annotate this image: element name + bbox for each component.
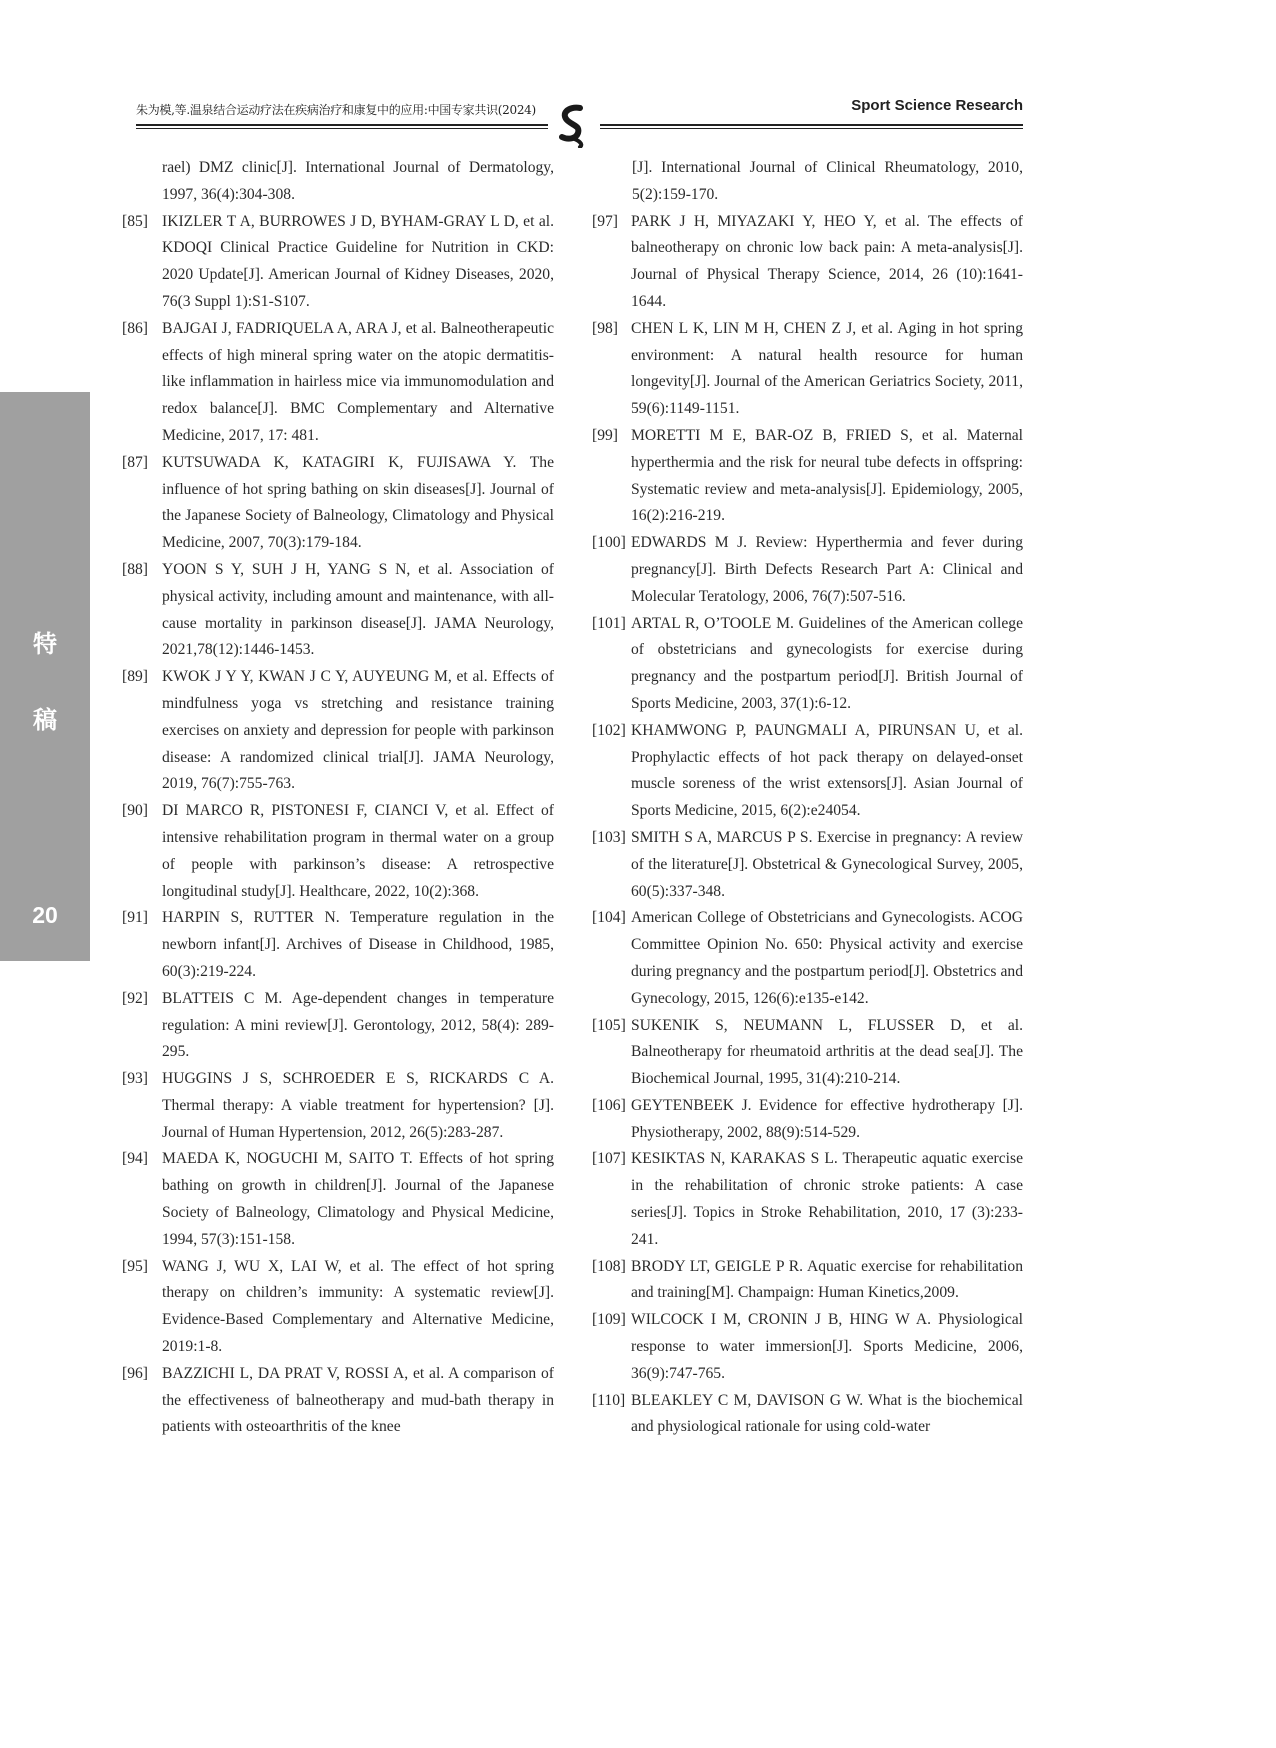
reference-text: BAJGAI J, FADRIQUELA A, ARA J, et al. Balneotherapeutic effects of high mineral spring water on the atopic dermatitis-like inflammation in hairless mice via immunomodulation and redox balance[J]. BMC Complementary and Alternative Medicine, 2017, 17: 481. — [162, 319, 554, 444]
reference-number: [100] — [592, 534, 626, 552]
reference-text: IKIZLER T A, BURROWES J D, BYHAM-GRAY L D, et al. KDOQI Clinical Practice Guideline for Nutrition in CKD: 2020 Update[J]. American Journal of Kidney Diseases, 2020, 76(3 Suppl 1):S1-S107. — [162, 212, 554, 310]
reference-number: [105] — [592, 1016, 626, 1034]
reference-text: GEYTENBEEK J. Evidence for effective hydrotherapy [J]. Physiotherapy, 2002, 88(9):514-529. — [631, 1096, 1023, 1141]
side-section-tab — [0, 392, 90, 961]
journal-title: Sport Science Research — [851, 97, 1023, 114]
reference-number: [97] — [592, 212, 618, 230]
reference-number: [91] — [122, 909, 148, 927]
reference-number: [98] — [592, 319, 618, 337]
reference-number: [94] — [122, 1150, 148, 1168]
side-tab-char-2: 稿 — [33, 706, 57, 734]
reference-text: WILCOCK I M, CRONIN J B, HING W A. Physiological response to water immersion[J]. Sports Medicine, 2006, 36(9):747-765. — [631, 1311, 1023, 1382]
reference-number: [90] — [122, 802, 148, 820]
reference-item — [122, 557, 554, 664]
header-rule-left — [136, 124, 548, 126]
reference-text: EDWARDS M J. Review: Hyperthermia and fever during pregnancy[J]. Birth Defects Research Part A: Clinical and Molecular Teratology, 2006, 76(7):507-516. — [631, 534, 1023, 605]
reference-text: BLEAKLEY C M, DAVISON G W. What is the biochemical and physiological rationale for using cold-water — [631, 1391, 1023, 1436]
reference-number: [93] — [122, 1070, 148, 1088]
reference-text: SUKENIK S, NEUMANN L, FLUSSER D, et al. Balneotherapy for rheumatoid arthritis at the dead sea[J]. The Biochemical Journal, 1995, 31(4):210-214. — [631, 1016, 1023, 1088]
reference-item — [592, 423, 1023, 530]
reference-item — [592, 1093, 1023, 1147]
reference-text: BRODY LT, GEIGLE P R. Aquatic exercise for rehabilitation and training[M]. Champaign: Human Kinetics,2009. — [631, 1257, 1023, 1302]
reference-text: KHAMWONG P, PAUNGMALI A, PIRUNSAN U, et al. Prophylactic effects of hot pack therapy on delayed-onset muscle soreness of the wrist extensors[J]. Asian Journal of Sports Medicine, 2015, 6(2):e24054. — [631, 721, 1023, 820]
reference-number: [95] — [122, 1257, 148, 1275]
reference-item — [122, 1254, 554, 1361]
reference-number: [104] — [592, 909, 626, 927]
running-header-left: 朱为模,等.温泉结合运动疗法在疾病治疗和康复中的应用:中国专家共识(2024) — [136, 103, 536, 117]
reference-column-right — [592, 155, 1023, 1441]
reference-number: [102] — [592, 721, 626, 739]
reference-item — [592, 209, 1023, 316]
reference-number: [92] — [122, 989, 148, 1007]
reference-text: HARPIN S, RUTTER N. Temperature regulation in the newborn infant[J]. Archives of Disease in Childhood, 1985, 60(3):219-224. — [162, 909, 554, 980]
reference-item — [122, 986, 554, 1066]
reference-item — [592, 530, 1023, 610]
reference-continuation: [J]. International Journal of Clinical Rheumatology, 2010, 5(2):159-170. — [632, 159, 1023, 203]
reference-item — [592, 1254, 1023, 1308]
reference-item — [592, 825, 1023, 905]
reference-item — [592, 611, 1023, 718]
header-rule-right — [600, 124, 1023, 126]
reference-number: [103] — [592, 828, 626, 846]
reference-text: BLATTEIS C M. Age-dependent changes in temperature regulation: A mini review[J]. Gerontology, 2012, 58(4): 289-295. — [162, 989, 554, 1061]
page-number: 20 — [32, 902, 58, 928]
reference-number: [110] — [592, 1391, 626, 1409]
reference-item — [592, 316, 1023, 423]
reference-item — [592, 1146, 1023, 1253]
reference-item — [592, 1388, 1023, 1442]
reference-list-right — [592, 209, 1023, 1442]
header-rule-right-thin — [600, 128, 1023, 129]
reference-text: HUGGINS J S, SCHROEDER E S, RICKARDS C A. Thermal therapy: A viable treatment for hypertension? [J]. Journal of Human Hypertension, 2012, 26(5):283-287. — [162, 1070, 554, 1141]
reference-item — [122, 450, 554, 557]
side-tab-char-1: 特 — [33, 630, 57, 658]
reference-item — [122, 209, 554, 316]
reference-item — [122, 798, 554, 905]
reference-number: [107] — [592, 1150, 626, 1168]
reference-number: [99] — [592, 426, 618, 444]
reference-item — [122, 1146, 554, 1253]
reference-number: [106] — [592, 1096, 626, 1114]
reference-text: American College of Obstetricians and Gynecologists. ACOG Committee Opinion No. 650: Physical activity and exercise during pregnancy and the postpartum period[J]. Obstetrics and Gynecology, 2015, 126(6):e135-e142. — [631, 909, 1023, 1007]
reference-text: SMITH S A, MARCUS P S. Exercise in pregnancy: A review of the literature[J]. Obstetrical & Gynecological Survey, 2005, 60(5):337-348. — [631, 828, 1023, 900]
reference-text: PARK J H, MIYAZAKI Y, HEO Y, et al. The effects of balneotherapy on chronic low back pain: A meta-analysis[J]. Journal of Physical Therapy Science, 2014, 26 (10):1641-1644. — [631, 212, 1023, 310]
reference-number: [108] — [592, 1257, 626, 1275]
reference-text: KWOK J Y Y, KWAN J C Y, AUYEUNG M, et al. Effects of mindfulness yoga vs stretching and resistance training exercises on anxiety and depression for people with parkinson disease: A randomized clinical trial[J]. JAMA Neurology, 2019, 76(7):755-763. — [162, 668, 554, 793]
reference-text: KESIKTAS N, KARAKAS S L. Therapeutic aquatic exercise in the rehabilitation of chronic stroke patients: A case series[J]. Topics in Stroke Rehabilitation, 2010, 17 (3):233-241. — [631, 1150, 1023, 1248]
reference-text: MORETTI M E, BAR-OZ B, FRIED S, et al. Maternal hyperthermia and the risk for neural tube defects in offspring: Systematic review and meta-analysis[J]. Epidemiology, 2005, 16(2):216-219. — [631, 426, 1023, 525]
reference-item — [122, 1066, 554, 1146]
reference-number: [109] — [592, 1311, 626, 1329]
reference-text: DI MARCO R, PISTONESI F, CIANCI V, et al. Effect of intensive rehabilitation program in thermal water on a group of people with parkinson’s disease: A retrospective longitudinal study[J]. Healthcare, 2022, 10(2):368. — [162, 802, 554, 900]
reference-item — [122, 1361, 554, 1441]
reference-item — [122, 316, 554, 450]
reference-item — [592, 905, 1023, 1012]
reference-text: WANG J, WU X, LAI W, et al. The effect of hot spring therapy on children’s immunity: A systematic review[J]. Evidence-Based Complementary and Alternative Medicine, 2019:1-8. — [162, 1257, 554, 1356]
reference-text: ARTAL R, O’TOOLE M. Guidelines of the American college of obstetricians and gynecologists for exercise during pregnancy and the postpartum period[J]. British Journal of Sports Medicine, 2003, 37(1):6-12. — [631, 614, 1023, 712]
reference-number: [101] — [592, 614, 626, 632]
header-rule-left-thin — [136, 128, 548, 129]
reference-text: BAZZICHI L, DA PRAT V, ROSSI A, et al. A comparison of the effectiveness of balneotherapy and mud-bath therapy in patients with osteoarthritis of the knee — [162, 1364, 554, 1436]
reference-item — [122, 664, 554, 798]
reference-item — [592, 1307, 1023, 1387]
reference-text: CHEN L K, LIN M H, CHEN Z J, et al. Aging in hot spring environment: A natural health resource for human longevity[J]. Journal of the American Geriatrics Society, 2011, 59(6):1149-1151. — [631, 319, 1023, 418]
reference-column-left — [122, 155, 554, 1441]
reference-item — [592, 1013, 1023, 1093]
reference-item — [122, 905, 554, 985]
reference-continuation: rael) DMZ clinic[J]. International Journal of Dermatology, 1997, 36(4):304-308. — [162, 159, 554, 203]
reference-list-left — [122, 209, 554, 1442]
reference-number: [87] — [122, 453, 148, 471]
reference-number: [86] — [122, 319, 148, 337]
reference-number: [96] — [122, 1364, 148, 1382]
reference-text: YOON S Y, SUH J H, YANG S N, et al. Association of physical activity, including amount and maintenance, with all-cause mortality in parkinson disease[J]. JAMA Neurology, 2021,78(12):1446-1453. — [162, 560, 554, 659]
reference-number: [89] — [122, 668, 148, 686]
reference-text: MAEDA K, NOGUCHI M, SAITO T. Effects of hot spring bathing on growth in children[J]. Journal of the Japanese Society of Balneology, Climatology and Physical Medicine, 1994, 57(3):151-158. — [162, 1150, 554, 1248]
journal-logo-icon — [554, 104, 592, 148]
reference-number: [88] — [122, 560, 148, 578]
reference-item — [592, 718, 1023, 825]
reference-number: [85] — [122, 212, 148, 230]
reference-text: KUTSUWADA K, KATAGIRI K, FUJISAWA Y. The influence of hot spring bathing on skin diseases[J]. Journal of the Japanese Society of Balneology, Climatology and Physical Medicine, 2007, 70(3):179-184. — [162, 453, 554, 552]
